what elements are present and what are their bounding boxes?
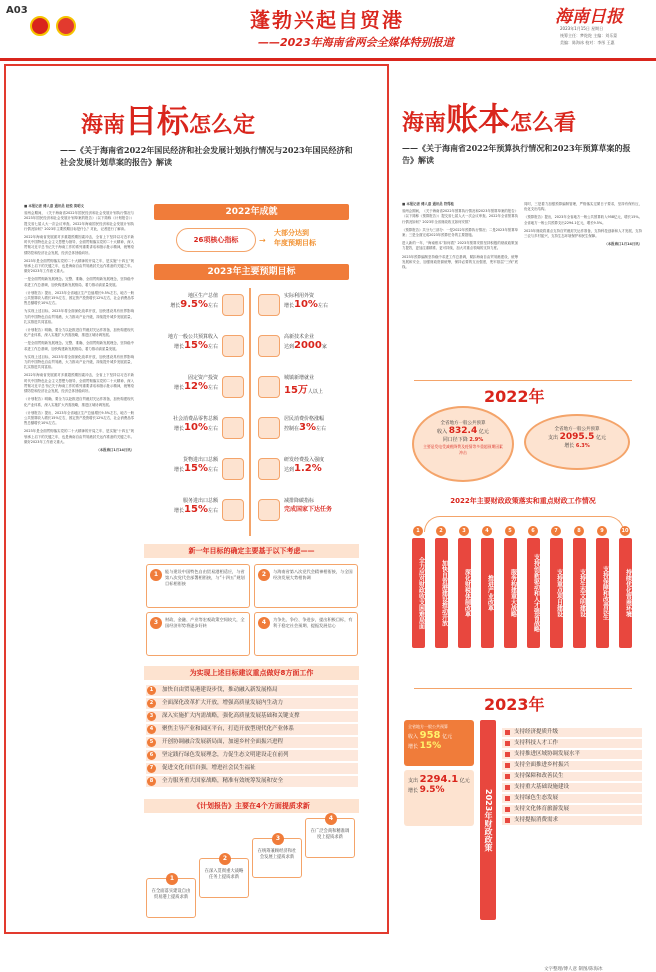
target-label: 固定资产投资 [187,375,218,381]
income-2023-unit: 亿元 [442,734,453,740]
target-icon [222,335,244,357]
page-header [0,0,656,62]
target-value: 2000 [294,340,322,351]
improvement-step [252,835,302,878]
right-paragraph: 《预算报告》共分为三部分：一是2022年预算执行情况；二是2023年预算草案；三是全面完成2023年预算任务的主要措施。 [402,227,518,238]
income-2022-label: 全省地方一般公共预算 [440,421,486,426]
right-headline [402,94,576,140]
target-item [258,288,358,329]
policy-number: 5 [505,526,515,536]
consideration-card [146,564,250,608]
priority-item: 支持绿色生态发展 [502,794,642,803]
target-suffix: 家 [321,344,327,350]
policy-number: 6 [528,526,538,536]
target-value-line [284,422,354,433]
target-text [148,374,218,392]
left-article-end: （本报海口1月14日讯） [96,447,134,452]
right-paragraph: 2023年预算编制坚持稳中求进工作总基调，紧扣海南自由贸易港建设，统筹发展和安全，加强财政资源统筹，保持必要的支出强度，兜牢基层“三保”底线。 [402,254,518,270]
target-icon [222,458,244,480]
priority-item: 支持文化体育旅游发展 [502,805,642,814]
left-paragraph: 2023年是全面贯彻落实党的二十大精神的开局之年，是实施“十四五”规划承上启下的关键之年，也是海南自由贸易港封关运作准备的关键之年。做好2023年工作意义重大。 [24,258,134,274]
target-suffix: 左右 [207,467,218,473]
priority-item: 支持重大基础设施建设 [502,783,642,792]
target-value: 15万 [284,385,308,396]
section-2023-targets-title: 2023年主要预期目标 [154,264,349,280]
spend-2023-growth: 9.5% [419,785,445,795]
party-emblem-icon [56,16,76,36]
target-icon [258,376,280,398]
right-article-panel [394,64,652,972]
target-icon [258,294,280,316]
income-2023-value: 958 [419,730,441,741]
task-text: 加快自由贸易港建设步伐，推动融入新发展格局 [162,687,278,693]
target-suffix: 左右 [207,303,218,309]
spend-2022-unit: 亿元 [595,435,606,441]
target-suffix: 左右 [207,385,218,391]
task-item [146,763,358,774]
target-value-line [284,340,354,351]
target-label: 研发经费投入强度 [284,457,325,463]
target-icon [222,294,244,316]
improvement-text: 在统筹兼顾经济和社会发展上提质求新 [257,849,297,860]
target-item [154,288,244,329]
editor-line-2: 美编：陈海冰 校对：李彤 王惠 [560,40,615,45]
target-item [154,329,244,370]
target-text [148,415,218,433]
priority-item: 支持保障和改善民生 [502,772,642,781]
tasks-title: 为实现上述目标建议重点做好8方面工作 [144,666,359,680]
target-prefix: 增长 [284,303,295,309]
page-number: A03 [6,5,28,16]
task-text: 促进文化自信自强，增进社会民生福祉 [162,765,256,771]
target-prefix: 增长 [174,467,185,473]
left-title-part2: 目标 [125,102,190,140]
improvement-number: 3 [272,833,284,845]
header-divider [0,58,656,61]
task-text: 开创协调融合发展新局面，加速乡村全面振兴进程 [162,739,284,745]
improvement-step [146,875,196,918]
consideration-card [146,612,250,656]
target-text [284,497,354,513]
income-2022-circle [412,406,514,482]
target-item [258,452,358,493]
income-2022-note: 主要是发电受减税降费及疫情等多重超预期因素冲击 [423,444,503,455]
income-2022-unit: 亿元 [478,429,489,435]
section-2022-achievement-title: 2022年成就 [154,204,349,220]
left-paragraph: 一是全面贯彻新发展理念。完整、准确、全面贯彻新发展理念，坚持稳中求进工作总基调，加快构建新发展格局，着力推动高质量发展。 [24,277,134,287]
emblem-icon [30,16,50,36]
target-value: 15% [184,504,208,515]
right-text-column-1 [402,202,518,273]
target-value: 15% [184,340,208,351]
policy-column [431,526,451,648]
target-icon [222,499,244,521]
target-item [154,493,244,534]
policy-column [500,526,520,648]
improvement-text: 在深入贯彻重大战略任务上提质求新 [204,869,244,880]
left-text-column [24,204,134,453]
policy-number: 8 [574,526,584,536]
target-suffix: 左右 [207,426,218,432]
target-text [284,374,354,396]
right-title-part2: 账本 [446,100,511,138]
improvement-step [305,815,355,858]
priority-item: 支持经济提质升级 [502,728,642,737]
editor-line-1: 统筹主任：梦陀陀 主编：刘乐蒙 [560,33,618,38]
target-value: 15% [184,463,208,474]
target-label: 减排降碳指标 [284,498,315,504]
spend-2023-value: 2294.1 [419,774,459,785]
target-prefix: 达到 [284,467,295,473]
consideration-text: 与海南省第八次党代会精神相衔接，与全国经济发展大势相协调 [273,569,353,580]
right-subtitle: ——《关于海南省2022年预算执行情况和2023年预算草案的报告》解读 [402,143,631,165]
policy-title: 2022年主要财政政策落实和重点财政工作情况 [450,497,596,505]
target-text [284,292,354,310]
target-value: 10% [294,299,318,310]
task-text: 坚定践行绿色发展理念，力促生态文明建设走在前列 [162,752,289,758]
policy-text: 推进产业改革 [481,538,494,648]
target-label: 城镇新增就业 [284,375,315,381]
spend-2023-unit: 亿元 [459,778,470,784]
right-paragraph: 省两会期间，《关于海南省2022年预算执行情况和2023年预算草案的报告》（以下简称《预算报告》）提交省七届人大一次会议审查。2022年全省预算执行情况如何？2023年全省财政收支如何安排？ [402,209,518,224]
considerations-title: 新一年目标的确定主要基于以下考虑—— [144,544,359,558]
task-text: 全面深化改革扩大开放，增强高质量发展内生动力 [162,700,284,706]
consideration-text: 为争先、争位、争进步，提出积极目标，有利于稳定社会预期、提振发展信心 [273,617,353,628]
spend-2022-value: 2095.5 [559,432,595,442]
priority-item: 支持提振消费需求 [502,816,642,825]
right-article-end: （本报海口1月14日讯） [604,242,642,247]
improvement-number: 4 [325,813,337,825]
left-byline: ■ 本报记者 傅人意 通讯员 赵悦 莫明文 [24,204,84,208]
policy-text: 支持生态文明建设 [573,538,586,648]
target-item [154,411,244,452]
improvement-number: 2 [219,853,231,865]
consideration-number: 4 [258,617,270,629]
spend-2022-growth: 6.3% [575,443,590,449]
policy-column [408,526,428,648]
target-text [284,333,354,351]
target-value-line [284,381,354,396]
spend-2023-amount-line [408,774,470,785]
spend-2023-card [404,770,474,826]
target-label: 社会消费品零售总额 [172,416,218,422]
task-item [146,750,358,761]
income-2023-growth: 15% [419,741,442,751]
task-number: 4 [147,725,156,734]
target-item [258,329,358,370]
target-item [258,370,358,411]
priority-item: 支持推进区域协调发展水平 [502,750,642,759]
improvements-title: 《计划报告》主要在4个方面提质求新 [144,799,359,813]
spend-2023-growth-line [408,785,470,795]
income-2023-label: 全省地方一般公共预算 [408,724,448,729]
right-byline: ■ 本报记者 傅人意 通讯员 符得桂 [402,202,455,206]
divider [414,688,632,689]
target-prefix: 增长 [174,344,185,350]
target-label: 实际利用外资 [284,293,315,299]
arrow-right-icon: → [259,236,266,245]
right-paragraph: 2023年财政将重点支持自贸港封关运作准备，支持科技创新和人才发展，支持三农与乡村振兴，支持生态环境保护和民生保障。 [524,228,642,239]
target-value: 9.5% [180,299,208,310]
target-prefix: 达到 [284,344,295,350]
income-2022-amount-line [414,426,512,436]
spend-2022-amount-line [526,432,628,442]
target-icon [258,335,280,357]
income-2023-growth-line [408,741,470,751]
header-title: 蓬勃兴起自贸港 [250,8,404,32]
target-icon [258,499,280,521]
target-prefix: 增长 [174,385,185,391]
task-text: 聚焦主导产业和园区平台，打造开放型现代化产业体系 [162,726,295,732]
target-label: 地方一般公共预算收入 [167,334,218,340]
target-label: 服务进出口总额 [182,498,218,504]
consideration-card [254,564,358,608]
target-value: 1.2% [294,463,322,474]
target-suffix: 左右 [207,344,218,350]
policy-text: 服务构建重大战略 [504,538,517,648]
target-icon [258,458,280,480]
credits: 文字整理/傅人意 制图/陈海冰 [544,967,603,972]
header-subtitle: ——2023年海南省两会全媒体特别报道 [258,36,454,49]
income-2023-amount-line [408,730,470,741]
policy-text: 深化财税体制改革 [458,538,471,648]
target-value-line [148,463,218,474]
income-2023-card [404,720,474,766]
right-paragraph: 进入新的一年，“海南账本”如何看？2023年预算安排坚持积极的财政政策加力提效，更加注重精准、更可持续，加大对重点领域的支持力度。 [402,241,518,251]
left-title-part3: 怎么定 [189,113,256,138]
left-paragraph: 2022年海南省发展面对多重超预期因素冲击，全省上下坚持以习近平新时代中国特色社会主义思想为指导，全面贯彻落实党的二十大精神，深入贯彻习近平总书记关于海南工作的系列重要讲话和指示批示精神，统筹疫情防控和经济社会发展，经济总体回稳向好。 [24,373,134,394]
policy-column [592,526,612,648]
improvement-number: 1 [166,873,178,885]
tasks-list [146,685,358,789]
target-suffix: 人以上 [307,389,323,395]
targets-left-column [154,288,244,534]
task-item [146,711,358,722]
policy-column [615,526,635,648]
target-value-line [148,299,218,310]
core-indicators-label: 26项核心指标 [193,236,239,244]
target-item [154,452,244,493]
policy-number: 1 [413,526,423,536]
right-title-part3: 怎么看 [510,111,577,136]
target-value: 12% [184,381,208,392]
target-text [148,497,218,515]
left-paragraph: 《计划报告》提出，2023年全省地区生产总值增长9.5%左右，地方一般公共预算收入增长15%左右，固定资产投资增长12%左右，社会消费品零售总额增长10%左右。 [24,290,135,306]
target-text [284,415,354,433]
target-label: 地区生产总值 [187,293,218,299]
spend-2023-growth-prefix: 增长 [408,788,419,794]
policy-column [477,526,497,648]
budget-2022-title: 2022年 [484,387,545,406]
left-paragraph: 2023年是全面贯彻落实党的二十大精神的开局之年，是实施“十四五”规划承上启下的关键之年，也是海南自由贸易港封关运作准备的关键之年。做好2023年工作意义重大。 [24,429,134,444]
task-number: 2 [147,699,156,708]
improvement-step [199,855,249,898]
target-prefix: 增长 [174,508,185,514]
target-text [148,456,218,474]
income-2022-prefix: 收入 [437,429,448,435]
core-indicators-badge [176,228,256,252]
target-value: 3% [299,422,316,433]
target-suffix: 左右 [207,508,218,514]
policy-text: 支持创新驱动和人才强省战略 [527,538,540,648]
priorities-list [502,728,642,827]
task-text: 全力服务重大国家战略，精准有效统筹发展和安全 [162,778,284,784]
policy-number: 9 [597,526,607,536]
target-label: 货物进出口总额 [182,457,218,463]
policy-number: 10 [621,528,629,534]
right-paragraph: 《预算报告》提出，2023年全省地方一般公共预算收入958亿元，增长15%。全省地方一般公共预算支出2294.1亿元，增长9.5%。 [524,215,642,225]
priority-item: 支持科技人才工作 [502,739,642,748]
left-paragraph: 一是全面贯彻新发展理念。完整、准确、全面贯彻新发展理念，坚持稳中求进工作总基调，加快构建新发展格局，着力推动高质量发展。 [24,341,134,351]
policy-text: 持续优化营商环境 [619,538,632,648]
target-prefix: 控制在 [284,426,300,432]
left-article-panel [4,64,389,934]
income-2022-growth: 2.9% [469,437,484,443]
policy-text: 全力应对财政收支困难局面 [412,538,425,648]
targets-right-column [258,288,358,534]
task-number: 8 [147,777,156,786]
left-title-part1: 海南 [81,113,126,138]
income-2022-growth-line [414,436,512,443]
spend-2022-growth-prefix: 增长 [564,443,575,449]
improvement-text: 在广泛会商和精准调度上提质求新 [310,829,350,840]
left-paragraph: 《计划报告》明确，要全力以赴推进自贸港封关运作准备，加快构建现代化产业体系，深入实施扩大内需战略，推进区域协调发展。 [24,328,134,338]
improvement-text: 在全面落实建设自由贸易港上提质求新 [151,889,191,900]
target-value-line [284,299,354,310]
left-paragraph: 为实现上述目标，2023年将全面深化改革开放，加快建设具有世界影响力的中国特色自由贸易港，大力推动产业升级，持续提升城乡发展质量，扎实推进共同富裕。 [24,309,134,324]
left-paragraph: 2022年海南省发展面对多重超预期因素冲击，全省上下坚持以习近平新时代中国特色社会主义思想为指导，全面贯彻落实党的二十大精神，深入贯彻习近平总书记关于海南工作的系列重要讲话和指示批示精神，统筹疫情防控和经济社会发展，经济总体回稳向好。 [24,235,134,255]
target-value-line [148,381,218,392]
target-icon [222,376,244,398]
target-text [148,292,218,310]
task-item [146,724,358,735]
target-value-line [148,340,218,351]
spend-2022-growth-line [526,442,628,449]
policy-number: 7 [551,526,561,536]
target-item [154,370,244,411]
target-suffix: 左右 [317,303,328,309]
target-value-line [284,504,354,513]
target-text [148,333,218,351]
task-item [146,776,358,787]
task-item [146,698,358,709]
policy-column [569,526,589,648]
task-item [146,737,358,748]
consideration-text: 财政、金融、产业等宏观政策空间较大，全国经济形势将逐步好转 [165,617,245,628]
consideration-text: 能与建设中国特色自由贸易港相适应，与省第八次党代会部署相衔接，与“十四五”规划目标相衔接 [165,569,245,586]
target-value: 10% [184,422,208,433]
spend-2023-prefix: 支出 [408,778,419,784]
target-suffix: 左右 [316,426,327,432]
target-label: 居民消费价格涨幅 [284,416,325,422]
task-number: 3 [147,712,156,721]
task-number: 6 [147,751,156,760]
budget-2023-title: 2023年 [484,695,545,714]
targets-center-line [249,288,251,536]
policy-number: 2 [436,526,446,536]
divider [414,380,632,381]
consideration-card [254,612,358,656]
priorities-label: 2023年财政政策 [480,720,496,920]
policy-number: 3 [459,526,469,536]
task-number: 7 [147,764,156,773]
target-icon [222,417,244,439]
consideration-number: 1 [150,569,162,581]
target-value-line [284,463,354,474]
target-label: 高新技术企业 [284,334,315,340]
policy-text: 支持保障和改善民生 [596,538,609,648]
right-title-part1: 海南 [402,111,447,136]
issue-date: 2023年1月15日 星期日 [560,26,604,31]
target-item [258,411,358,452]
task-item [146,685,358,696]
task-text: 深入实施扩大内需战略，强化高质量发展基础和关键支撑 [162,713,300,719]
improvements-steps [146,815,358,918]
policy-column [523,526,543,648]
left-paragraph: 为实现上述目标，2023年将全面深化改革开放，加快建设具有世界影响力的中国特色自由贸易港，大力推动产业升级，持续提升城乡发展质量，扎实推进共同富裕。 [24,354,134,370]
left-subtitle: ——《关于海南省2022年国民经济和社会发展计划执行情况与2023年国民经济和社会发展计划草案的报告》解读 [60,145,353,167]
left-headline [81,96,255,142]
achievement-line-1: 大部分达到 [274,229,309,237]
achievement-line-2: 年度预期目标 [274,239,316,247]
right-text-column-2 [524,202,642,247]
achievement-result [274,228,354,248]
consideration-number: 2 [258,569,270,581]
spend-2022-label: 全省地方一般公共预算 [554,427,600,432]
target-value-line [148,504,218,515]
policy-column [546,526,566,648]
priority-item: 支持全面推进乡村振兴 [502,761,642,770]
income-2022-growth-prefix: 同口径下降 [442,437,468,443]
right-paragraph: 同时，三是着力加强预算编制管理，严格落实过紧日子要求，坚持有保有压，优化支出结构。 [524,202,642,212]
policy-text: 支持重点项目建设 [550,538,563,648]
income-2023-prefix: 收入 [408,734,419,740]
newspaper-logo: 海南日报 [555,7,623,27]
policy-text: 加快自贸港建设推动开放 [435,538,448,648]
spend-2022-prefix: 支出 [548,435,559,441]
left-paragraph: 《计划报告》提出，2023年全省地区生产总值增长9.5%左右，地方一般公共预算收入增长15%左右，固定资产投资增长12%左右，社会消费品零售总额增长10%左右。 [24,410,135,426]
policy-column [454,526,474,648]
spend-2022-circle [524,414,630,470]
left-paragraph: 《计划报告》明确，要全力以赴推进自贸港封关运作准备，加快构建现代化产业体系，深入实施扩大内需战略，推进区域协调发展。 [24,397,134,407]
target-item [258,493,358,534]
consideration-number: 3 [150,617,162,629]
task-number: 1 [147,686,156,695]
income-2022-value: 832.4 [448,426,478,436]
target-text [284,456,354,474]
target-value: 完成国家下达任务 [284,506,333,513]
target-value-line [148,422,218,433]
income-2023-growth-prefix: 增长 [408,744,419,750]
policy-number: 4 [482,526,492,536]
target-prefix: 增长 [174,426,185,432]
target-prefix: 增长 [170,303,181,309]
task-number: 5 [147,738,156,747]
target-icon [258,417,280,439]
left-paragraph: 省两会期间，《关于海南省2022年国民经济和社会发展计划执行情况与2023年国民经济和社会发展计划草案的报告》（以下简称《计划报告》）提交省七届人大一次会议审查。2022年海南国民经济和社会发展计划执行情况如何？2023年主要预期目标是什么？对此，记者进行了解读。 [24,211,134,231]
